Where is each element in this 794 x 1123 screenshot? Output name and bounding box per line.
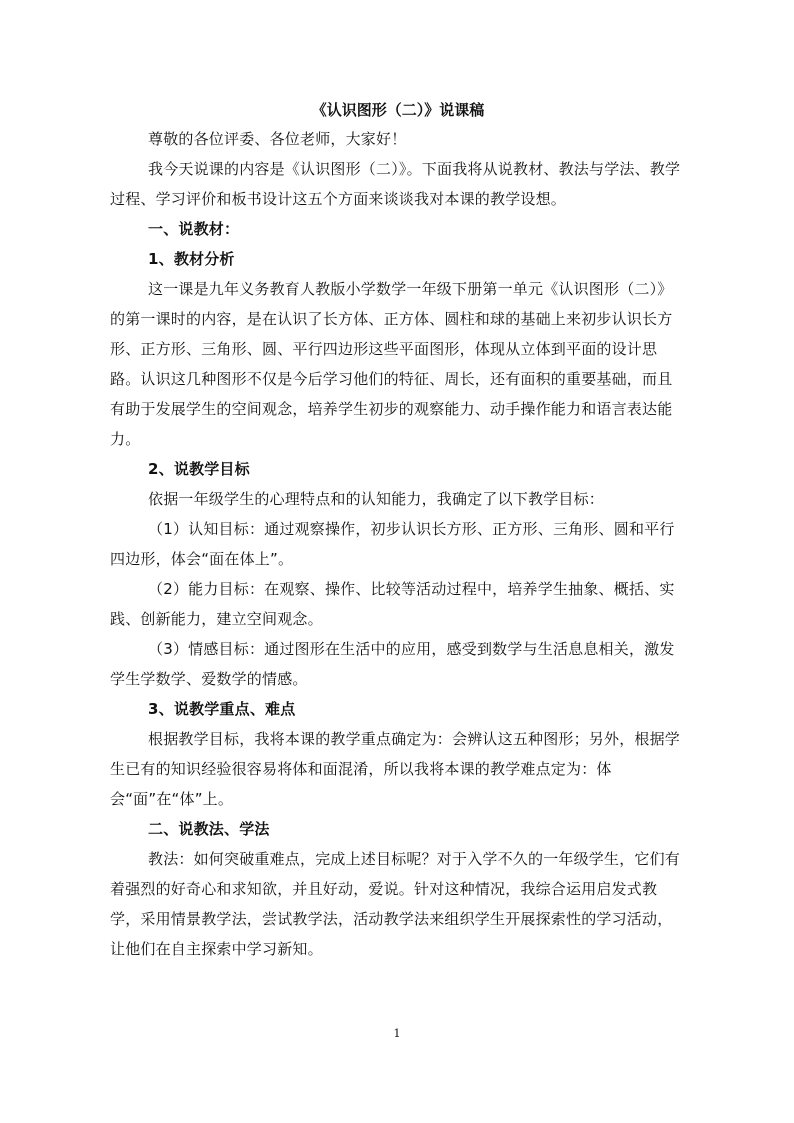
section-heading-methods: 二、说教法、学法 [148, 820, 270, 838]
greeting-paragraph: 尊敬的各位评委、各位老师，大家好！ [148, 130, 407, 148]
teaching-method-paragraph: 教法：如何突破重难点，完成上述目标呢？对于入学不久的一年级学生，它们有着强烈的好奇心和求知欲，并且好动，爱说。针对这种情况，我综合运用启发式教学，采用情景教学法，尝试教学法，活动教学法来组织学生开展探索性的学习活动，让他们在自主探索中学习新知。 [110, 850, 681, 958]
section-heading-textbook: 一、说教材： [148, 220, 240, 238]
goal-cognitive: （1）认知目标：通过观察操作，初步认识长方形、正方形、三角形、圆和平行四边形，体会“面在体上”。 [110, 520, 675, 568]
subheading-textbook-analysis: 1、教材分析 [148, 250, 235, 268]
textbook-analysis-paragraph: 这一课是九年义务教育人教版小学数学一年级下册第一单元《认识图形（二）》的第一课时的内容，是在认识了长方体、正方体、圆柱和球的基础上来初步认识长方形、正方形、三角形、圆、平行四边形这些平面图形，体现从立体到平面的设计思路。认识这几种图形不仅是今后学习他们的特征、周长，还有面积的重要基础，而且有助于发展学生的空间观念，培养学生初步的观察能力、动手操作能力和语言表达能力。 [110, 280, 673, 448]
intro-paragraph: 我今天说课的内容是《认识图形（二）》。下面我将从说教材、教法与学法、教学过程、学习评价和板书设计这五个方面来谈谈我对本课的教学设想。 [110, 160, 681, 208]
goal-ability: （2）能力目标：在观察、操作、比较等活动过程中，培养学生抽象、概括、实践、创新能力，建立空间观念。 [110, 580, 675, 628]
subheading-key-points: 3、说教学重点、难点 [148, 700, 296, 718]
page-number: 1 [393, 1027, 401, 1040]
goal-emotional: （3）情感目标：通过图形在生活中的应用，感受到数学与生活息息相关，激发学生学数学、爱数学的情感。 [110, 640, 675, 688]
subheading-teaching-goals: 2、说教学目标 [148, 460, 250, 478]
document-title: 《认识图形（二）》说课稿 [311, 101, 485, 119]
key-points-paragraph: 根据教学目标，我将本课的教学重点确定为：会辨认这五种图形；另外，根据学生已有的知识经验很容易将体和面混淆，所以我将本课的教学难点定为：体会“面”在“体”上。 [110, 730, 681, 808]
teaching-goals-intro: 依据一年级学生的心理特点和的认知能力，我确定了以下教学目标： [148, 490, 605, 508]
document-body [110, 100, 686, 964]
